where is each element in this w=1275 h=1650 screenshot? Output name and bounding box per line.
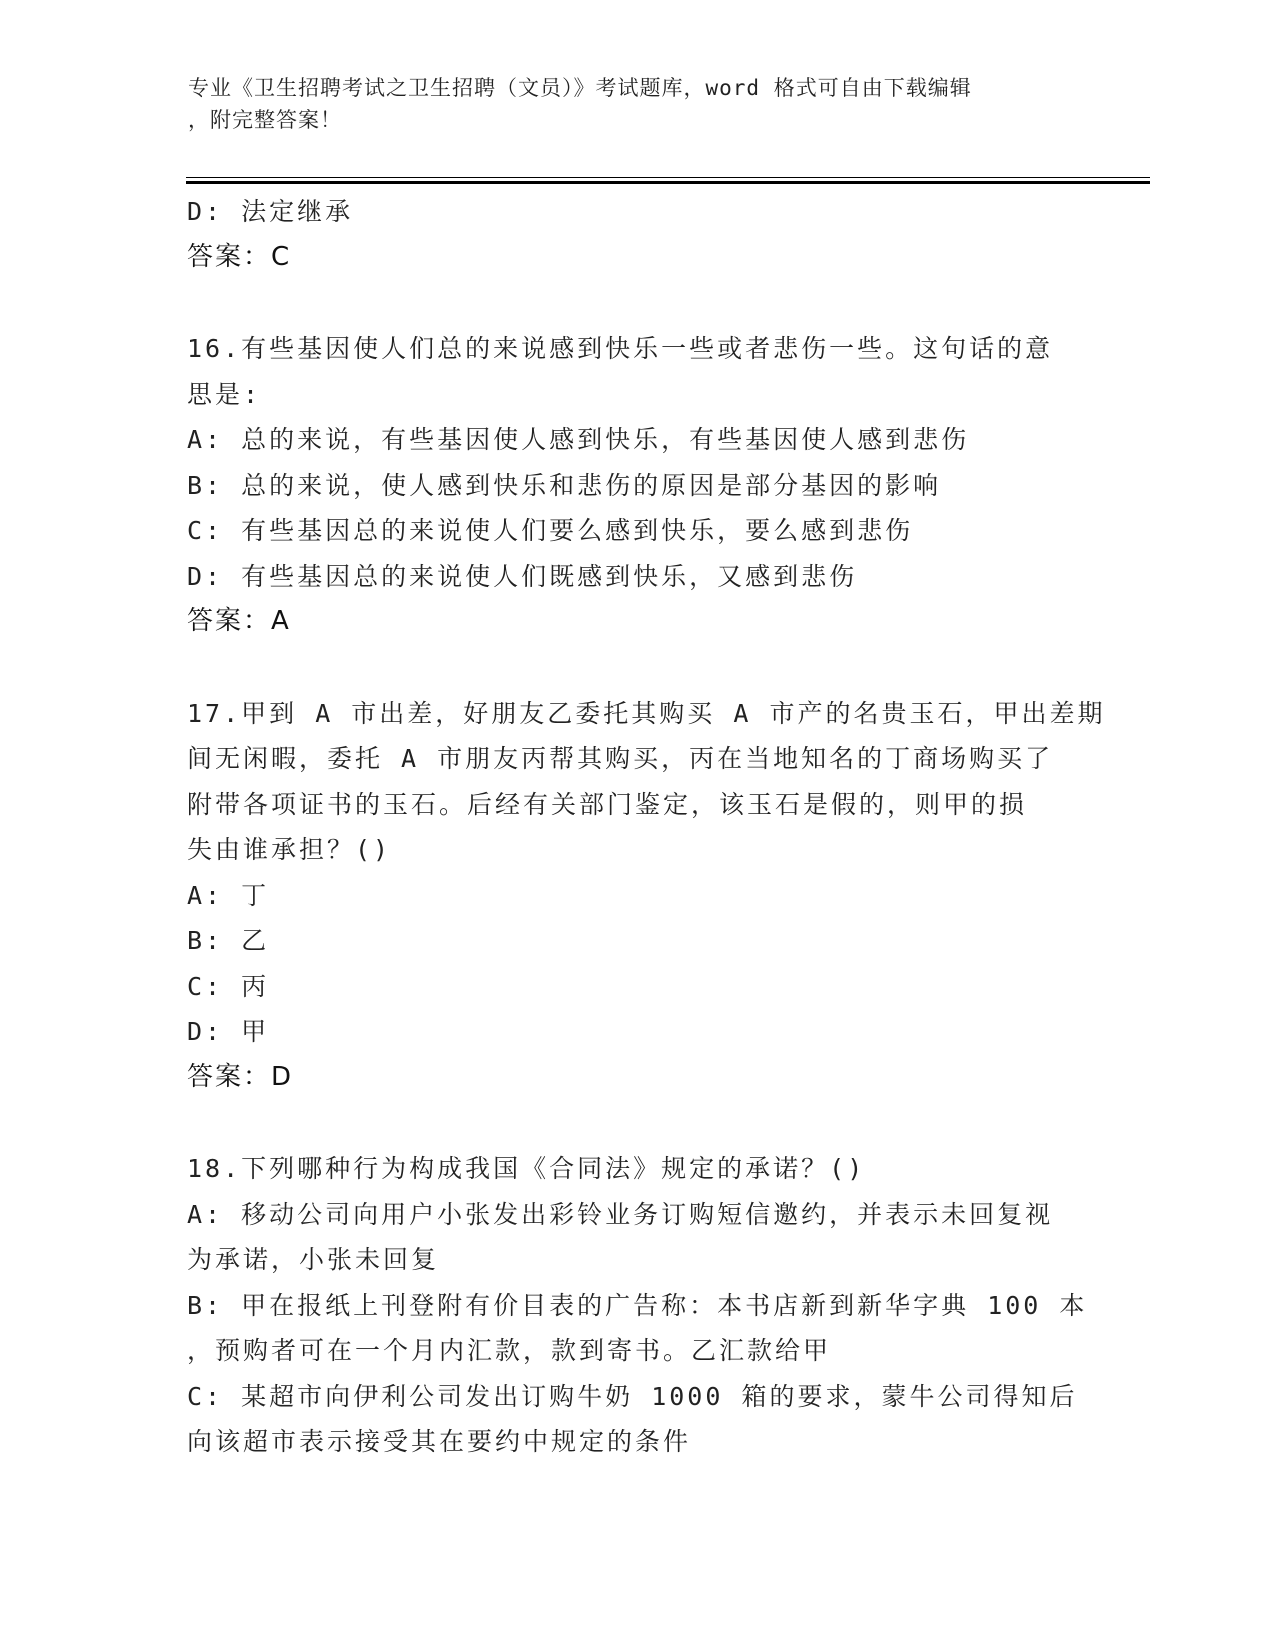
option-a: A: 移动公司向用户小张发出彩铃业务订购短信邀约，并表示未回复视 [187,1199,1054,1229]
question-content [187,189,1106,1465]
question-16 [187,326,1087,645]
document-header [188,72,1088,136]
option-b: B: 总的来说，使人感到快乐和悲伤的原因是部分基因的影响 [187,470,942,500]
option-a-continued: 为承诺，小张未回复 [187,1245,440,1274]
header-rule-thick [186,181,1150,184]
spacer [187,280,1087,326]
option-d: D: 法定继承 [187,197,354,226]
option-c-continued: 向该超市表示接受其在要约中规定的条件 [187,1427,692,1456]
option-b-continued: ，预购者可在一个月内汇款，款到寄书。乙汇款给甲 [187,1336,832,1365]
header-line-2: ，附完整答案！ [188,108,342,132]
header-rule-thin [186,177,1150,178]
question-stem: 思是: [187,379,262,409]
option-a: A: 总的来说，有些基因使人感到快乐，有些基因使人感到悲伤 [187,425,970,454]
answer-label: 答案：A [187,606,291,636]
header-line-1: 专业《卫生招聘考试之卫生招聘（文员）》考试题库，word 格式可自由下载编辑 [188,76,972,100]
question-stem: 失由谁承担？() [187,835,392,864]
question-18 [187,1146,1087,1465]
question-stem: 18.下列哪种行为构成我国《合同法》规定的承诺？() [187,1154,866,1183]
spacer [187,645,1087,691]
answer-label: 答案：D [187,1061,294,1092]
option-b: B: 乙 [187,926,270,955]
option-d: D: 有些基因总的来说使人们既感到快乐，又感到悲伤 [187,561,858,591]
option-a: A: 丁 [187,880,270,910]
prev-question-block [187,189,1087,280]
spacer [187,1100,1087,1146]
question-17 [187,691,1106,1101]
option-b: B: 甲在报纸上刊登附有价目表的广告称：本书店新到新华字典 100 本 [187,1290,1088,1320]
answer-label: 答案：C [187,241,292,272]
question-stem: 附带各项证书的玉石。后经有关部门鉴定，该玉石是假的，则甲的损 [187,789,1028,819]
option-c: C: 某超市向伊利公司发出订购牛奶 1000 箱的要求，蒙牛公司得知后 [187,1381,1078,1411]
question-stem: 间无闲暇，委托 A 市朋友丙帮其购买，丙在当地知名的丁商场购买了 [187,744,1054,773]
question-stem: 16.有些基因使人们总的来说感到快乐一些或者悲伤一些。这句话的意 [187,334,1054,363]
option-d: D: 甲 [187,1017,270,1046]
option-c: C: 丙 [187,971,270,1001]
option-c: C: 有些基因总的来说使人们要么感到快乐，要么感到悲伤 [187,516,914,545]
question-stem: 17.甲到 A 市出差，好朋友乙委托其购买 A 市产的名贵玉石，甲出差期 [187,698,1106,728]
